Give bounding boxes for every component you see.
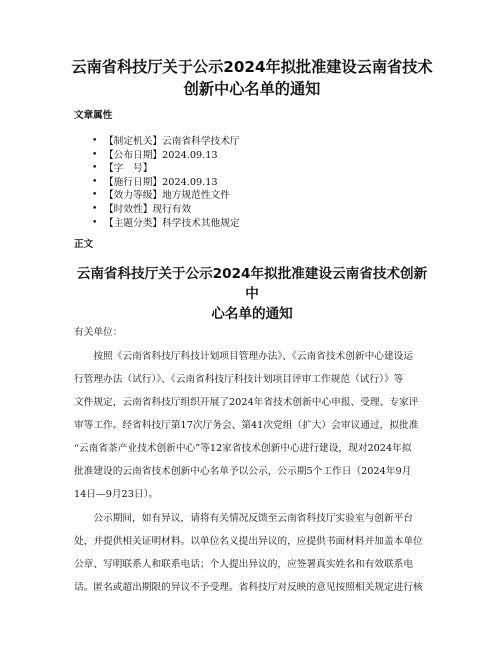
bullet-icon: •	[92, 136, 98, 146]
salutation: 有关单位：	[74, 327, 123, 338]
body-title-line-1: 云南省科技厅关于公示2024年拟批准建设云南省技术创新中	[76, 266, 428, 302]
body-text-line: 按照《云南省科技厅科技计划项目管理办法》、《云南省技术创新中心建设运	[74, 351, 414, 362]
body-text-line: 话。匿名或超出期限的异议不予受理。省科技厅对反映的意见按照相关规定进行核	[74, 582, 423, 593]
attribute-text: 【字 号】	[104, 163, 153, 175]
body-text-line: 公章、写明联系人和联系电话；个人提出异议的，应签署真实姓名和有效联系电	[74, 559, 414, 570]
body-text-line: 行管理办法（试行）》、《云南省科技厅科技计划项目评审工作规范（试行）》等	[74, 374, 404, 385]
attribute-text: 【制定机关】云南省科学技术厅	[104, 136, 240, 147]
body-text-line: 处，并提供相关证明材料。以单位名义提出异议的，应提供书面材料并加盖本单位	[74, 536, 423, 547]
bullet-icon: •	[92, 190, 98, 201]
document-title-line-2: 创新中心名单的通知	[183, 80, 321, 98]
attribute-item-doc-number	[92, 162, 240, 176]
body-text-line: “云南省茶产业技术创新中心”等12家省技术创新中心进行建设，现对2024年拟	[74, 443, 412, 454]
attribute-text: 【效力等级】地方规范性文件	[104, 190, 230, 202]
body-text-line: 文件规定，云南省科技厅组织开展了2024年省技术创新中心申报、受理、专家评	[74, 397, 419, 408]
bullet-icon: •	[92, 163, 98, 174]
attribute-item-validity	[92, 203, 240, 217]
attribute-item-level	[92, 189, 240, 203]
body-text-line: 批准建设的云南省技术创新中心名单予以公示，公示期5个工作日（2024年9月	[74, 466, 412, 477]
attribute-text: 【主题分类】科学技术其他规定	[104, 217, 240, 229]
body-text-line: 14日—9月23日）。	[74, 489, 159, 500]
attribute-text: 【时效性】现行有效	[104, 203, 192, 215]
attributes-heading: 文章属性	[74, 110, 113, 121]
body-text-line: 审等工作。经省科技厅第17次厅务会、第41次党组（扩大）会审议通过，拟批准	[74, 420, 419, 431]
body-text-line: 公示期间，如有异议，请将有关情况反馈至云南省科技厅实验室与创新平台	[74, 513, 414, 524]
document-title	[62, 56, 442, 100]
bullet-icon: •	[92, 203, 98, 214]
attribute-text: 【公布日期】2024.09.13	[104, 149, 218, 161]
attribute-item-effective-date	[92, 176, 240, 190]
body-title	[70, 264, 434, 324]
attribute-item-issuer	[92, 135, 240, 149]
bullet-icon: •	[92, 176, 98, 187]
attribute-text: 【施行日期】2024.09.13	[104, 176, 218, 188]
attribute-item-publish-date	[92, 149, 240, 163]
attributes-list	[92, 135, 240, 230]
attribute-item-category	[92, 217, 240, 231]
body-heading: 正文	[74, 239, 94, 250]
document-title-line-1: 云南省科技厅关于公示2024年拟批准建设云南省技术	[71, 58, 433, 76]
bullet-icon: •	[92, 149, 98, 160]
body-title-line-2: 心名单的通知	[211, 306, 293, 322]
bullet-icon: •	[92, 217, 98, 228]
